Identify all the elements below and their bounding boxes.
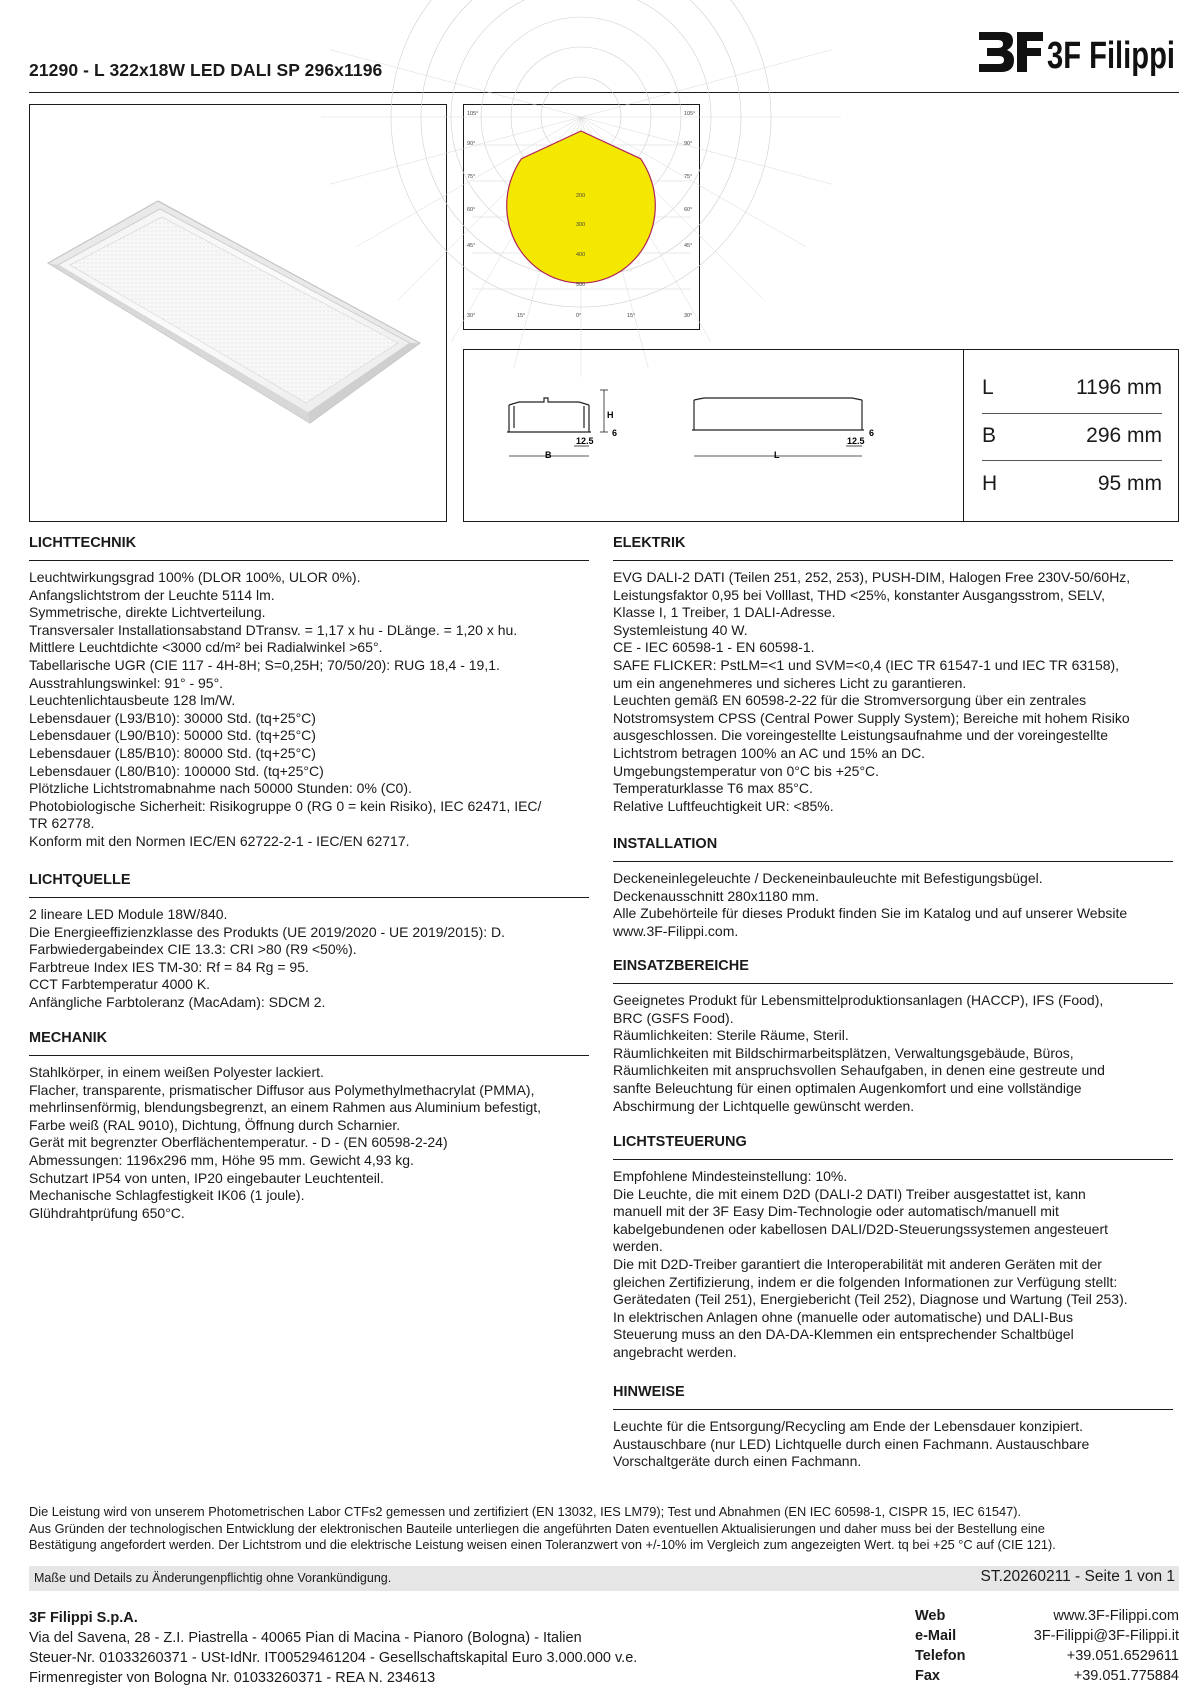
body-line: Plötzliche Lichtstromabnahme nach 50000 Stunden: 0% (C0). (29, 780, 412, 797)
body-line: Leistungsfaktor 0,95 bei Volllast, THD <25%, konstanter Ausgangsstrom, SELV, (613, 586, 1105, 603)
dimension-drawing (464, 350, 964, 521)
body-line: um ein angenehmeres und sicheres Licht zu garantieren. (613, 674, 967, 691)
body-line: SAFE FLICKER: PstLM=<1 und SVM=<0,4 (IEC TR 61547-1 und IEC TR 63158), (613, 656, 1120, 673)
body-line: Räumlichkeiten mit Bildschirmarbeitsplätzen, Verwaltungsgebäude, Büros, (613, 1044, 1074, 1061)
polar-angle-label: 75° (684, 174, 693, 180)
drawing-label-h: H (607, 410, 614, 420)
body-line: Systemleistung 40 W. (613, 621, 748, 638)
fax-value: +39.051.775884 (1073, 1668, 1179, 1684)
body-line: Mechanische Schlagfestigkeit IK06 (1 joule). (29, 1187, 305, 1204)
section-rule (613, 861, 1173, 862)
section-elektrik (613, 532, 1173, 815)
body-line: Glühdrahtprüfung 650°C. (29, 1204, 185, 1221)
polar-angle-label: 30° (684, 313, 693, 319)
section-title: INSTALLATION (613, 836, 718, 852)
drawing-label-6-right: 6 (869, 428, 875, 438)
page-info: ST.20260211 - Seite 1 von 1 (980, 1568, 1175, 1585)
footnote-line: Aus Gründen der technologischen Entwicklung der elektronischen Bauteile unterliegen die angeführten Daten eventuellen Aktualisierungen und daher muss bei der Bestellung eine (29, 1520, 1045, 1536)
polar-radial-label: 200 (576, 193, 586, 199)
contact-key: Telefon (915, 1648, 966, 1664)
dimension-row-b (982, 412, 1162, 460)
body-line: Vorschaltgeräte durch einen Fachmann. (613, 1453, 862, 1470)
dimension-value: 95 mm (1097, 472, 1162, 495)
body-line: www.3F-Filippi.com. (613, 922, 739, 939)
dimension-key: B (982, 424, 997, 447)
polar-angle-label: 60° (684, 207, 693, 213)
body-line: Räumlichkeiten: Sterile Räume, Steril. (613, 1027, 849, 1044)
body-line: Lebensdauer (L85/B10): 80000 Std. (tq+25°C) (29, 744, 316, 761)
body-line: Gerätedaten (Teil 251), Energiebericht (Teil 252), Diagnose und Wartung (Teil 253). (613, 1291, 1128, 1308)
body-line: Konform mit den Normen IEC/EN 62722-2-1 - IEC/EN 62717. (29, 832, 410, 849)
polar-angle-label: 105° (467, 111, 479, 117)
body-line: Schutzart IP54 von unten, IP20 eingebauter Leuchtenteil. (29, 1169, 384, 1186)
section-lichtsteuerung (613, 1131, 1173, 1362)
polar-angle-label: 45° (684, 243, 693, 249)
polar-diagram (463, 104, 700, 330)
logo-mark (979, 32, 1043, 72)
body-line: Empfohlene Mindesteinstellung: 10%. (613, 1168, 848, 1184)
body-line: Tabellarische UGR (CIE 117 - 4H-8H; S=0,25H; 70/50/20): RUG 18,4 - 19,1. (29, 656, 500, 673)
contact-web (915, 1608, 1179, 1628)
body-line: Alle Zubehörteile für dieses Produkt finden Sie im Katalog und auf unserer Website (613, 905, 1128, 922)
body-line: Klasse I, 1 Treiber, 1 DALI-Adresse. (613, 604, 836, 621)
header-rule (29, 92, 1179, 93)
polar-radial-label: 500 (576, 282, 586, 288)
drawing-label-b: B (545, 450, 552, 460)
company-register: Firmenregister von Bologna Nr. 01033260371 - REA N. 234613 (29, 1670, 436, 1686)
body-line: mehrlinsenförmig, blendungsbegrenzt, an einem Rahmen aus Aluminium befestigt, (29, 1099, 542, 1116)
dimension-key: H (982, 472, 998, 495)
body-line: Leuchten gemäß EN 60598-2-22 für die Stromversorgung über ein zentrales (613, 692, 1087, 709)
section-title: ELEKTRIK (613, 535, 686, 551)
body-line: Leuchtwirkungsgrad 100% (DLOR 100%, ULOR 0%). (29, 569, 361, 585)
body-line: Anfängliche Farbtoleranz (MacAdam): SDCM 2. (29, 993, 326, 1010)
body-line: Farbe weiß (RAL 9010), Dichtung, Öffnung durch Scharnier. (29, 1116, 401, 1133)
body-line: Geeignetes Produkt für Lebensmittelproduktionsanlagen (HACCP), IFS (Food), (613, 992, 1104, 1008)
body-line: Abmessungen: 1196x296 mm, Höhe 95 mm. Gewicht 4,93 kg. (29, 1151, 414, 1168)
body-line: Räumlichkeiten mit anspruchsvollen Sehaufgaben, in denen eine gestreute und (613, 1062, 1105, 1079)
footnote-line: Bestätigung angefordert werden. Der Lichtstrom und die elektrische Leistung weisen einen Toleranzwert von +/-10% im Vergleich zum angezeigten Wert. tq bei +25 °C auf (CIE 121). (29, 1537, 1056, 1552)
company-tax: Steuer-Nr. 01033260371 - USt-IdNr. IT00529461204 - Gesellschaftskapital Euro 3.000.000 v.e. (29, 1650, 638, 1666)
section-title: MECHANIK (29, 1030, 108, 1046)
polar-angle-label: 90° (467, 141, 476, 147)
cross-section-view (507, 390, 608, 456)
section-einsatzbereiche (613, 955, 1173, 1115)
dimension-key: L (982, 376, 994, 399)
polar-angle-label: 30° (467, 313, 476, 319)
body-line: Flacher, transparente, prismatischer Diffusor aus Polymethylmethacrylat (PMMA), (29, 1081, 535, 1098)
body-line: Symmetrische, direkte Lichtverteilung. (29, 604, 266, 621)
body-line: sanfte Beleuchtung für einen optimalen Augenkomfort und eine vollständige (613, 1079, 1082, 1096)
body-line: Stahlkörper, in einem weißen Polyester lackiert. (29, 1064, 324, 1080)
body-line: Gerät mit begrenzter Oberflächentemperatur. - D - (EN 60598-2-24) (29, 1134, 448, 1151)
polar-angle-label: 60° (467, 207, 476, 213)
polar-angle-label: 15° (517, 313, 526, 319)
brand-logo (977, 26, 1177, 78)
section-rule (613, 1159, 1173, 1160)
body-line: Lebensdauer (L80/B10): 100000 Std. (tq+25°C) (29, 762, 324, 779)
contact-email (915, 1628, 1179, 1648)
contact-key: e-Mail (915, 1628, 957, 1644)
product-photo (29, 104, 447, 522)
dimension-row-h (982, 460, 1162, 508)
body-line: Deckenausschnitt 280x1180 mm. (613, 887, 819, 904)
section-mechanik (29, 1027, 589, 1222)
section-lichttechnik (29, 532, 589, 851)
body-line: BRC (GSFS Food). (613, 1009, 734, 1026)
section-rule (29, 897, 589, 898)
polar-angle-label: 75° (467, 174, 476, 180)
section-body (613, 992, 1173, 1115)
body-line: Notstromsystem CPSS (Central Power Supply System); Bereiche mit hohem Risiko (613, 709, 1130, 726)
drawing-label-12-5-left: 12.5 (576, 436, 594, 446)
light-distribution-curve (507, 131, 656, 283)
body-line: Farbwiedergabeindex CIE 13.3: CRI >80 (R9 <50%). (29, 941, 357, 958)
polar-angle-label: 15° (627, 313, 636, 319)
body-line: Farbtreue Index IES TM-30: Rf = 84 Rg = 95. (29, 958, 309, 975)
polar-radial-label: 400 (576, 252, 586, 258)
body-line: Photobiologische Sicherheit: Risikogruppe 0 (RG 0 = kein Risiko), IEC 62471, IEC/ (29, 797, 542, 814)
body-line: Mittlere Leuchtdichte <3000 cd/m² bei Radialwinkel >65°. (29, 639, 383, 656)
body-line: Die Energieeffizienzklasse des Produkts (UE 2019/2020 - UE 2019/2015): D. (29, 923, 506, 940)
section-title: EINSATZBEREICHE (613, 958, 749, 974)
body-line: CE - IEC 60598-1 - EN 60598-1. (613, 639, 815, 656)
company-info (29, 1608, 789, 1688)
body-line: Ausstrahlungswinkel: 91° - 95°. (29, 674, 224, 691)
body-line: manuell mit der 3F Easy Dim-Technologie oder automatisch/manuell mit (613, 1203, 1059, 1220)
footnote (29, 1504, 1179, 1554)
body-line: Transversaler Installationsabstand DTransv. = 1,17 x hu - DLänge. = 1,20 x hu. (29, 621, 518, 638)
body-line: Lebensdauer (L90/B10): 50000 Std. (tq+25°C) (29, 727, 316, 744)
polar-radial-label: 300 (576, 222, 586, 228)
section-body (613, 870, 1173, 940)
polar-angle-label: 0° (576, 313, 582, 319)
section-body (29, 1064, 589, 1222)
body-line: angebracht werden. (613, 1343, 737, 1360)
section-body (613, 569, 1173, 815)
section-rule (29, 560, 589, 561)
body-line: Anfangslichtstrom der Leuchte 5114 lm. (29, 586, 275, 603)
body-line: Lebensdauer (L93/B10): 30000 Std. (tq+25°C) (29, 709, 316, 726)
body-line: Deckeneinlegeleuchte / Deckeneinbauleuchte mit Befestigungsbügel. (613, 870, 1043, 886)
drawing-label-6-left: 6 (612, 428, 618, 438)
section-hinweise (613, 1381, 1173, 1471)
body-line: In elektrischen Anlagen ohne (manuelle oder automatische) und DALI-Bus (613, 1308, 1073, 1325)
drawing-label-l: L (774, 450, 780, 460)
dimension-value: 296 mm (1086, 424, 1162, 447)
contact-key: Fax (915, 1668, 940, 1684)
product-title: 21290 - L 322x18W LED DALI SP 296x1196 (29, 60, 383, 80)
section-rule (613, 560, 1173, 561)
section-title: HINWEISE (613, 1384, 685, 1400)
section-body (29, 906, 589, 1012)
section-title: LICHTQUELLE (29, 872, 131, 888)
body-line: Steuerung muss an den DA-DA-Klemmen ein entsprechender Schaltbügel (613, 1326, 1074, 1343)
body-line: Temperaturklasse T6 max 85°C. (613, 780, 813, 797)
section-installation (613, 833, 1173, 940)
body-line: Relative Luftfeuchtigkeit UR: <85%. (613, 797, 834, 814)
website-link[interactable]: www.3F-Filippi.com (1053, 1608, 1179, 1624)
body-line: Lichtstrom betragen 100% an AC und 15% an DC. (613, 744, 926, 761)
polar-angle-label: 90° (684, 141, 693, 147)
longitudinal-view (692, 398, 864, 456)
polar-angle-label: 105° (684, 111, 696, 117)
polar-angle-label: 45° (467, 243, 476, 249)
notice-bar (29, 1566, 1179, 1591)
dimensions-divider (963, 349, 964, 522)
contact-fax (915, 1668, 1179, 1688)
section-body (29, 569, 589, 851)
body-line: ausgeschlossen. Die voreingestellte Leistungsaufnahme und der voreingestellte (613, 727, 1108, 744)
body-line: TR 62778. (29, 815, 95, 832)
contact-key: Web (915, 1608, 946, 1624)
body-line: Umgebungstemperatur von 0°C bis +25°C. (613, 762, 880, 779)
body-line: Leuchte für die Entsorgung/Recycling am Ende der Lebensdauer konzipiert. (613, 1418, 1084, 1434)
section-body (613, 1418, 1173, 1471)
change-notice: Maße und Details zu Änderungenpflichtig ohne Vorankündigung. (34, 1571, 392, 1585)
section-rule (613, 983, 1173, 984)
contact-phone (915, 1648, 1179, 1668)
body-line: CCT Farbtemperatur 4000 K. (29, 976, 211, 993)
body-line: EVG DALI-2 DATI (Teilen 251, 252, 253), PUSH-DIM, Halogen Free 230V-50/60Hz, (613, 569, 1131, 585)
body-line: Abschirmung der Lichtquelle gewünscht werden. (613, 1097, 915, 1114)
body-line: werden. (613, 1238, 663, 1255)
company-address: Via del Savena, 28 - Z.I. Piastrella - 40065 Pian di Macina - Pianoro (Bologna) - Italien (29, 1630, 582, 1646)
body-line: gleichen Zertifizierung, indem er die folgenden Informationen zur Verfügung stellt: (613, 1273, 1118, 1290)
body-line: Die mit D2D-Treiber garantiert die Interoperabilität mit anderen Geräten mit der (613, 1255, 1102, 1272)
section-rule (29, 1055, 589, 1056)
company-name: 3F Filippi S.p.A. (29, 1610, 138, 1626)
section-rule (613, 1409, 1173, 1410)
dimension-value: 1196 mm (1076, 376, 1162, 399)
section-title: LICHTTECHNIK (29, 535, 137, 551)
dimension-row-l (982, 364, 1162, 412)
email-link[interactable]: 3F-Filippi@3F-Filippi.it (1033, 1628, 1179, 1644)
body-line: Leuchtenlichtausbeute 128 lm/W. (29, 692, 236, 709)
footnote-line: Die Leistung wird von unserem Photometrischen Labor CTFs2 gemessen und zertifiziert (EN 13032, IES LM79); Test und Abnahmen (EN IEC 60598-1, CISPR 15, IEC 61547). (29, 1504, 1022, 1519)
logo-text: 3F Filippi (1047, 35, 1175, 77)
section-title: LICHTSTEUERUNG (613, 1134, 747, 1150)
body-line: Die Leuchte, die mit einem D2D (DALI-2 DATI) Treiber ausgestattet ist, kann (613, 1185, 1086, 1202)
body-line: Austauschbare (nur LED) Lichtquelle durch einen Fachmann. Austauschbare (613, 1435, 1090, 1452)
body-line: 2 lineare LED Module 18W/840. (29, 906, 228, 922)
body-line: kabelgebundenen oder kabellosen DALI/D2D-Steuerungssystemen angesteuert (613, 1220, 1108, 1237)
phone-value: +39.051.6529611 (1066, 1648, 1179, 1664)
drawing-label-12-5-right: 12.5 (847, 436, 865, 446)
section-lichtquelle (29, 869, 589, 1012)
section-body (613, 1168, 1173, 1362)
grid-radial (581, 50, 832, 117)
